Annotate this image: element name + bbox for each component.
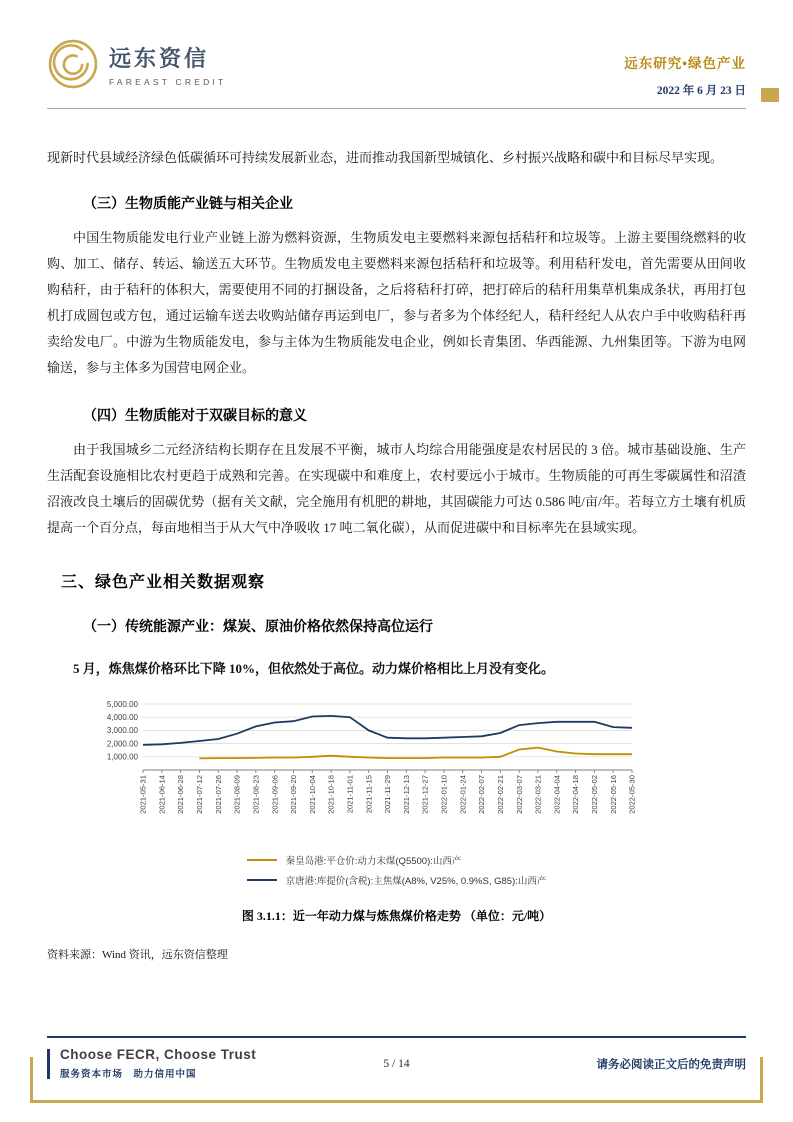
svg-text:2021-05-31: 2021-05-31 <box>138 775 148 814</box>
svg-text:2022-01-10: 2022-01-10 <box>439 775 449 814</box>
svg-text:1,000.00: 1,000.00 <box>106 752 138 762</box>
coal-price-summary: 5 月，炼焦煤价格环比下降 10%，但依然处于高位。动力煤价格相比上月没有变化。 <box>73 661 555 676</box>
svg-text:3,000.00: 3,000.00 <box>106 726 138 736</box>
svg-text:2021-06-14: 2021-06-14 <box>156 775 166 814</box>
legend-item-coking-coal <box>247 873 547 887</box>
page-number: 5 / 14 <box>383 1057 410 1070</box>
logo-title: 远东资信 <box>109 45 210 71</box>
bottom-right-corner-mark <box>760 1057 763 1103</box>
bottom-left-corner-mark <box>30 1057 33 1103</box>
chart-legend <box>247 853 547 887</box>
footer-slogan-en: Choose FECR, Choose Trust <box>60 1047 257 1062</box>
footer-accent-bar <box>47 1049 50 1079</box>
svg-text:2022-02-21: 2022-02-21 <box>495 775 505 814</box>
svg-text:2021-07-12: 2021-07-12 <box>194 775 204 814</box>
section-heading-biomass-carbon: （四）生物质能对于双碳目标的意义 <box>83 409 307 424</box>
svg-text:2021-10-04: 2021-10-04 <box>307 775 317 814</box>
fareast-credit-logo <box>47 38 226 90</box>
svg-text:2022-04-04: 2022-04-04 <box>551 775 561 814</box>
biomass-carbon-paragraph: 由于我国城乡二元经济结构长期存在且发展不平衡，城市人均综合用能强度是农村居民的 3 倍。城市基础设施、生产生活配套设施相比农村更趋于成熟和完善。在实现碳中和难度上，农村要远小于城市。生物质能的可再生零碳属性和沼渣沼液改良土壤后的固碳优势（据有关文献，完全施用有机肥的耕地，其固碳能力可达 0.586 吨/亩/年。若每立方土壤有机质提高一个百分点，每亩地相当于从大气中净吸收 17 吨二氧化碳），从而促进碳中和目标率先在县域实现。 <box>47 442 746 535</box>
intro-paragraph: 现新时代县域经济绿色低碳循环可持续发展新业态，进而推动我国新型城镇化、乡村振兴战略和碳中和目标尽早实现。 <box>47 150 724 165</box>
figure-caption: 图 3.1.1：近一年动力煤与炼焦煤价格走势 （单位：元/吨） <box>241 909 552 923</box>
svg-text:2021-11-15: 2021-11-15 <box>363 775 373 814</box>
footer-brand-block <box>47 1047 256 1080</box>
bottom-border-line <box>30 1100 763 1103</box>
svg-text:2,000.00: 2,000.00 <box>106 739 138 749</box>
coal-price-figure <box>87 698 707 924</box>
logo-text <box>109 42 226 87</box>
svg-text:2021-11-29: 2021-11-29 <box>382 775 392 814</box>
coking-coal-legend-label: 京唐港:库提价(含税):主焦煤(A8%, V25%, 0.9%S, G85):山西产 <box>285 876 547 887</box>
footer-slogan-cn: 服务资本市场 助力信用中国 <box>60 1070 197 1080</box>
page-footer <box>47 1036 746 1080</box>
svg-text:2022-05-16: 2022-05-16 <box>608 775 618 814</box>
svg-text:2021-07-26: 2021-07-26 <box>213 775 223 814</box>
svg-text:2021-09-20: 2021-09-20 <box>288 775 298 814</box>
footer-disclaimer: 请务必阅读正文后的免责声明 <box>596 1058 746 1071</box>
svg-text:2021-06-28: 2021-06-28 <box>175 775 185 814</box>
footer-divider <box>47 1036 746 1038</box>
svg-text:5,000.00: 5,000.00 <box>106 699 138 709</box>
chapter-heading-data-observation: 三、绿色产业相关数据观察 <box>61 574 266 591</box>
coking-coal-line-swatch <box>247 879 277 881</box>
page-header <box>0 0 793 98</box>
svg-text:2021-09-06: 2021-09-06 <box>269 775 279 814</box>
report-date: 2022 年 6 月 23 日 <box>656 85 746 97</box>
source-note: 资料来源：Wind 资讯，远东资信整理 <box>47 949 228 961</box>
report-series-label: 远东研究•绿色产业 <box>624 56 746 71</box>
document-body <box>0 109 793 962</box>
svg-text:2022-04-18: 2022-04-18 <box>570 775 580 814</box>
footer-row <box>47 1047 746 1080</box>
svg-text:4,000.00: 4,000.00 <box>106 713 138 722</box>
svg-text:2021-10-18: 2021-10-18 <box>326 775 336 814</box>
svg-text:2022-01-24: 2022-01-24 <box>457 775 467 814</box>
svg-text:2022-05-30: 2022-05-30 <box>627 775 637 814</box>
svg-text:2022-03-07: 2022-03-07 <box>514 775 524 814</box>
legend-item-thermal-coal <box>247 853 547 867</box>
svg-text:2021-08-09: 2021-08-09 <box>232 775 242 814</box>
svg-text:2022-02-07: 2022-02-07 <box>476 775 486 814</box>
svg-text:2022-03-21: 2022-03-21 <box>533 775 543 814</box>
header-corner-mark <box>761 88 779 102</box>
biomass-chain-paragraph: 中国生物质能发电行业产业链上游为燃料资源，生物质发电主要燃料来源包括秸秆和垃圾等。上游主要围绕燃料的收购、加工、储存、转运、输送五大环节。生物质发电主要燃料来源包括秸秆和垃圾等。利用秸秆发电，首先需要从田间收购秸秆，由于秸秆的体积大，需要使用不同的打捆设备，之后将秸秆打碎，把打碎后的秸秆用集草机集成条状，再用打包机打成圆包或方包，通过运输车送去收购站储存再运到电厂，参与者多为个体经纪人，秸秆经纪人从农户手中收购秸秆再卖给发电厂。中游为生物质能发电，参与主体为生物质能发电企业，例如长青集团、华西能源、九州集团等。下游为电网输送，参与主体多为国营电网企业。 <box>47 230 746 375</box>
section-heading-biomass-chain: （三）生物质能产业链与相关企业 <box>83 197 293 212</box>
svg-text:2022-05-02: 2022-05-02 <box>589 775 599 814</box>
coal-price-line-chart <box>87 698 707 846</box>
svg-text:2021-12-13: 2021-12-13 <box>401 775 411 814</box>
logo-subtitle: FAREAST CREDIT <box>109 76 227 87</box>
thermal-coal-line-swatch <box>247 859 277 861</box>
svg-text:2021-12-27: 2021-12-27 <box>420 775 430 814</box>
fareast-credit-logo-icon <box>47 38 99 90</box>
svg-text:2021-08-23: 2021-08-23 <box>250 775 260 814</box>
svg-text:2021-11-01: 2021-11-01 <box>344 775 354 814</box>
header-meta <box>624 38 746 98</box>
subsection-heading-traditional-energy: （一）传统能源产业：煤炭、原油价格依然保持高位运行 <box>83 620 433 635</box>
thermal-coal-legend-label: 秦皇岛港:平仓价:动力末煤(Q5500):山西产 <box>285 856 462 867</box>
